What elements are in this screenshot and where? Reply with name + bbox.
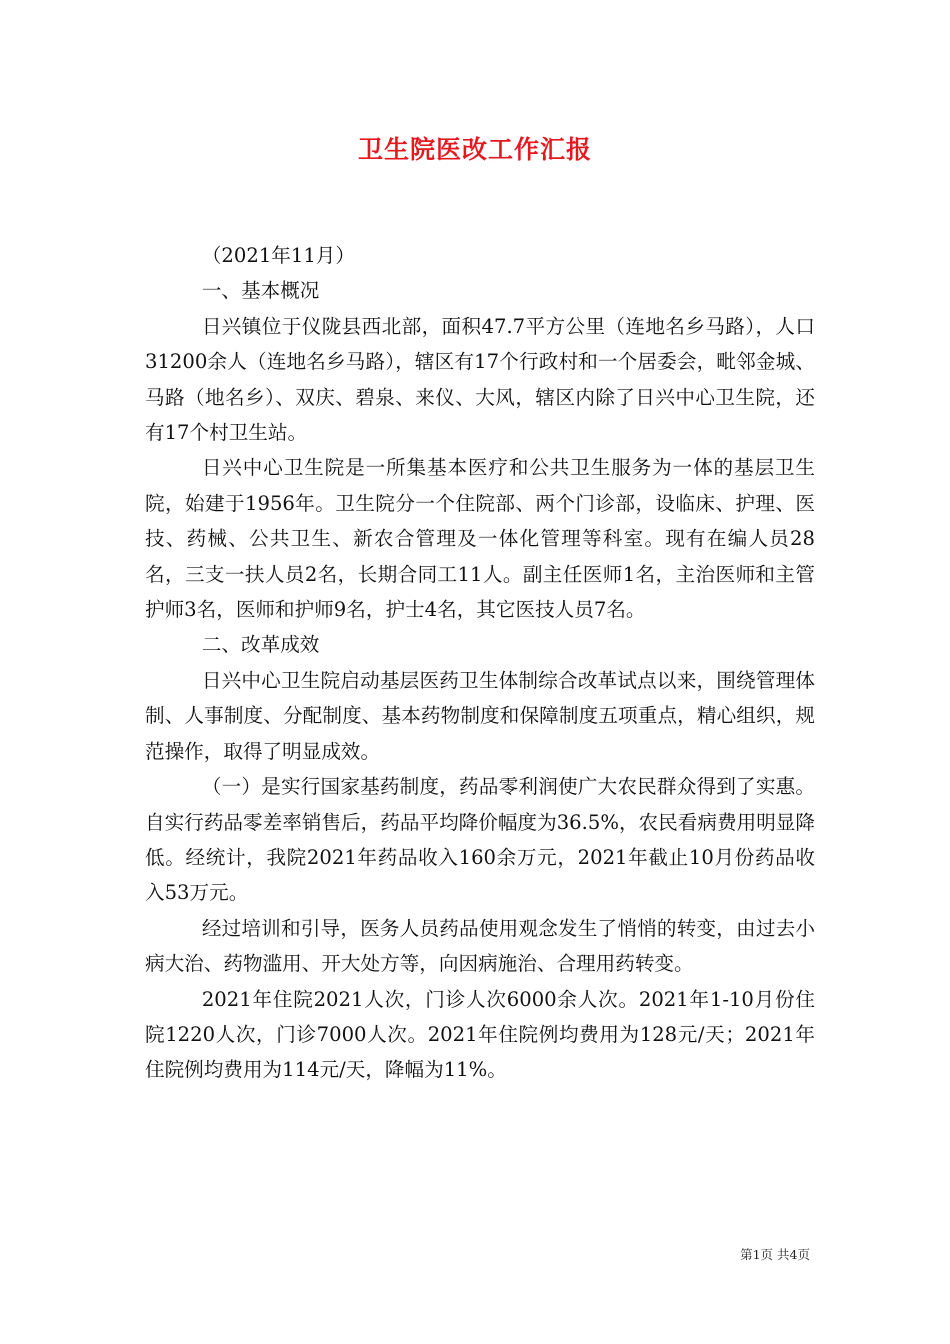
page-number: 第1页 共4页 xyxy=(740,1247,810,1262)
paragraph-drug-policy: （一）是实行国家基药制度，药品零利润使广大农民群众得到了实惠。自实行药品零差率销售后，药品平均降价幅度为36.5%，农民看病费用明显降低。经统计，我院2021年药品收入160余万元，2021年截止10月份药品收入53万元。 xyxy=(145,775,815,905)
document-body xyxy=(145,238,815,1088)
paragraph-hospital-intro: 日兴中心卫生院是一所集基本医疗和公共卫生服务为一体的基层卫生院，始建于1956年。卫生院分一个住院部、两个门诊部，设临床、护理、医技、药械、公共卫生、新农合管理及一体化管理等科室。现有在编人员28名，三支一扶人员2名，长期合同工11人。副主任医师1名，主治医师和主管护师3名，医师和护师9名，护士4名，其它医技人员7名。 xyxy=(145,456,815,622)
paragraph-training: 经过培训和引导，医务人员药品使用观念发生了悄悄的转变，由过去小病大治、药物滥用、开大处方等，向因病施治、合理用药转变。 xyxy=(145,916,815,976)
section-heading-results: 二、改革成效 xyxy=(201,633,320,657)
section-heading-overview: 一、基本概况 xyxy=(201,279,320,303)
paragraph-location: 日兴镇位于仪陇县西北部，面积47.7平方公里（连地名乡马路），人口31200余人（连地名乡马路），辖区有17个行政村和一个居委会，毗邻金城、马路（地名乡）、双庆、碧泉、来仪、大风，辖区内除了日兴中心卫生院，还有17个村卫生站。 xyxy=(145,314,815,445)
paragraph-reform-intro: 日兴中心卫生院启动基层医药卫生体制综合改革试点以来，围绕管理体制、人事制度、分配制度、基本药物制度和保障制度五项重点，精心组织，规范操作，取得了明显成效。 xyxy=(145,668,815,763)
document-title: 卫生院医改工作汇报 xyxy=(357,135,592,164)
paragraph-statistics: 2021年住院2021人次，门诊人次6000余人次。2021年1-10月份住院1220人次，门诊7000人次。2021年住院例均费用为128元/天；2021年住院例均费用为114元/天，降幅为11%。 xyxy=(145,987,815,1082)
date-line: （2021年11月） xyxy=(201,244,355,267)
